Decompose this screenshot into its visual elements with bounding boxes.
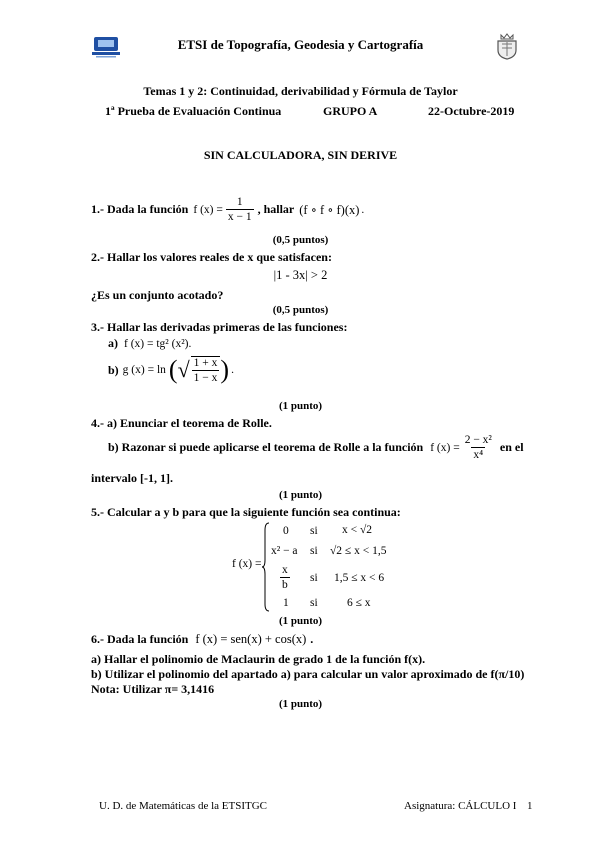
piecewise-brace-icon: [262, 522, 270, 612]
bounded-question: ¿Es un conjunto acotado?: [91, 288, 224, 302]
piece-3-value: $\frac{x}{b}$: [282, 564, 288, 592]
question-3: 3.- Hallar las derivadas primeras de las funciones:: [91, 320, 348, 334]
question-6a: a) Hallar el polinomio de Maclaurin de grado 1 de la función f(x).: [91, 652, 426, 666]
page-number: 1: [527, 800, 533, 812]
points-q3: (1 punto): [278, 400, 323, 412]
piece-4-value: 1: [283, 597, 289, 609]
test-name: 1ª Prueba de Evaluación Continua: [105, 104, 282, 118]
fraction: $\frac{1 + x}{1 - x}$: [193, 357, 218, 385]
piece-3-si: si: [310, 572, 318, 584]
question-4b: b) Razonar si puede aplicarse el teorema de Rolle a la función f (x) = $\frac{\text{2 − x²}}{\text{x⁴}}$ en el: [108, 434, 524, 462]
question-4a: 4.- a) Enunciar el teorema de Rolle.: [91, 416, 272, 430]
question-1: 1.- Dada la función f (x) = $\frac{1}{x - 1}$ , hallar (f ∘ f ∘ f)(x) .: [91, 196, 365, 224]
fraction: $\frac{1}{x - 1}$: [227, 196, 252, 224]
piece-2-value: x² − a: [271, 545, 298, 557]
inequality: |1 - 3x| > 2: [273, 268, 328, 282]
points-q5: (1 punto): [278, 615, 323, 627]
question-3a: a) f (x) = tg² (x²).: [108, 336, 192, 350]
piece-1-si: si: [310, 525, 318, 537]
question-6b: b) Utilizar el polinomio del apartado a) para calcular un valor aproximado de f(π/10): [91, 667, 525, 681]
fraction: $\frac{\text{2 − x²}}{\text{x⁴}}$: [464, 434, 492, 462]
exam-notice: SIN CALCULADORA, SIN DERIVE: [203, 148, 398, 162]
question-3b: b) g (x) = ln ( √ $\frac{1 + x}{1 - x}$ ) .: [108, 355, 234, 385]
exam-date: 22-Octubre-2019: [428, 104, 515, 118]
question-4b-continued: intervalo [-1, 1].: [91, 471, 173, 485]
university-crest-icon: [495, 32, 519, 60]
question-2: 2.- Hallar los valores reales de x que satisfacen:: [91, 250, 332, 264]
institution-title: ETSI de Topografía, Geodesia y Cartografía: [177, 37, 424, 52]
footer-subject: Asignatura: CÁLCULO I: [404, 800, 517, 812]
exam-topics: Temas 1 y 2: Continuidad, derivabilidad y Fórmula de Taylor: [143, 84, 458, 98]
piece-2-condition: √2 ≤ x < 1,5: [330, 545, 387, 557]
note: Nota: Utilizar π= 3,1416: [91, 682, 215, 696]
footer-department: U. D. de Matemáticas de la ETSITGC: [99, 800, 268, 812]
points-q1: (0,5 puntos): [272, 234, 329, 246]
piece-4-si: si: [310, 597, 318, 609]
question-5: 5.- Calcular a y b para que la siguiente función sea continua:: [91, 505, 401, 519]
question-6: 6.- Dada la función f (x) = sen(x) + cos(x) .: [91, 632, 314, 646]
group-label: GRUPO A: [323, 104, 378, 118]
piecewise-lhs: f (x) =: [232, 558, 262, 570]
piece-4-condition: 6 ≤ x: [347, 597, 371, 609]
piece-1-condition: x < √2: [342, 524, 373, 536]
piece-2-si: si: [310, 545, 318, 557]
points-q4: (1 punto): [278, 489, 323, 501]
points-q6: (1 punto): [278, 698, 323, 710]
piece-1-value: 0: [283, 525, 289, 537]
points-q2: (0,5 puntos): [272, 304, 329, 316]
piece-3-condition: 1,5 ≤ x < 6: [334, 572, 385, 584]
